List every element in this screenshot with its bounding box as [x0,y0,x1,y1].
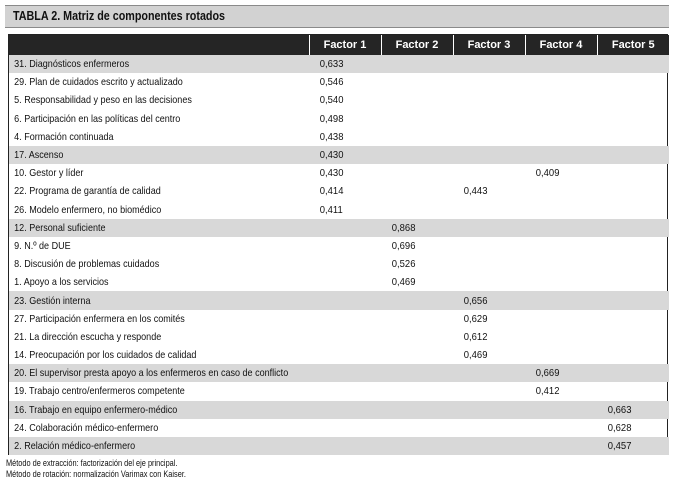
header-factor-2: Factor 2 [381,35,453,55]
factor-1-cell [309,201,381,219]
table-row [9,55,669,73]
factor-2-cell [381,73,453,91]
row-label-cell [9,128,309,146]
loading-value: 0,430 [319,167,344,180]
factor-4-cell [525,110,597,128]
header-row [9,35,669,55]
factor-3-cell [453,419,525,437]
factor-2-cell [381,346,453,364]
factor-1-cell [309,110,381,128]
factor-2-cell [381,382,453,400]
factor-2-cell [381,310,453,328]
factor-4-cell [525,364,597,382]
factor-1-cell [309,273,381,291]
row-label: 2. Relación médico-enfermero [14,440,136,453]
factor-4-cell [525,273,597,291]
row-label-cell [9,182,309,200]
loading-value: 0,412 [535,385,560,398]
factor-5-cell [597,255,669,273]
footnote-extraction: Método de extracción: factorización del eje principal. [6,458,178,468]
factor-4-cell [525,201,597,219]
table-row [9,255,669,273]
factor-5-cell [597,128,669,146]
row-label-cell [9,328,309,346]
table-row [9,346,669,364]
row-label: 1. Apoyo a los servicios [14,276,109,289]
table-row [9,291,669,309]
factor-1-cell [309,237,381,255]
factor-2-cell [381,182,453,200]
factor-1-cell [309,310,381,328]
factor-1-cell [309,219,381,237]
row-label-cell [9,55,309,73]
row-label: 24. Colaboración médico-enfermero [14,421,159,434]
factor-4-cell [525,182,597,200]
row-label: 8. Discusión de problemas cuidados [14,258,160,271]
factor-4-cell [525,328,597,346]
factor-3-cell [453,55,525,73]
loading-value: 0,409 [535,167,560,180]
factor-1-cell [309,73,381,91]
factor-5-cell [597,382,669,400]
factor-5-cell [597,310,669,328]
factor-4-cell [525,291,597,309]
table-row [9,201,669,219]
row-label: 17. Ascenso [14,149,64,162]
factor-4-cell [525,219,597,237]
loading-value: 0,669 [535,367,560,380]
row-label: 4. Formación continuada [14,130,114,143]
loading-value: 0,629 [463,312,488,325]
factor-5-cell [597,110,669,128]
loading-value: 0,469 [463,349,488,362]
factor-4-cell [525,255,597,273]
factor-5-cell [597,273,669,291]
table-row [9,110,669,128]
factor-2-cell [381,364,453,382]
row-label-cell [9,255,309,273]
factor-2-cell [381,291,453,309]
footnotes [6,458,225,480]
factor-1-cell [309,419,381,437]
factor-2-cell [381,273,453,291]
row-label: 29. Plan de cuidados escrito y actualizado [14,76,183,89]
factor-4-cell [525,401,597,419]
factor-3-cell [453,237,525,255]
factor-5-cell [597,346,669,364]
row-label: 6. Participación en las políticas del centro [14,112,181,125]
factor-1-cell [309,328,381,346]
footnote-rotation: Método de rotación: normalización Varimax con Kaiser. [6,469,186,479]
factor-5-cell [597,55,669,73]
factor-1-cell [309,291,381,309]
matrix-table [9,35,669,455]
factor-3-cell [453,91,525,109]
factor-4-cell [525,164,597,182]
row-label: 14. Preocupación por los cuidados de calidad [14,349,197,362]
factor-3-cell [453,382,525,400]
factor-5-cell [597,291,669,309]
loading-value: 0,443 [463,185,488,198]
table-row [9,310,669,328]
table-row [9,419,669,437]
factor-5-cell [597,419,669,437]
factor-1-cell [309,255,381,273]
factor-5-cell [597,201,669,219]
row-label: 22. Programa de garantía de calidad [14,185,161,198]
header-label [9,35,309,55]
header-factor-4: Factor 4 [525,35,597,55]
factor-3-cell [453,164,525,182]
rotated-components-table [8,34,668,455]
loading-value: 0,663 [607,403,632,416]
row-label-cell [9,310,309,328]
factor-5-cell [597,73,669,91]
row-label-cell [9,401,309,419]
factor-5-cell [597,146,669,164]
factor-2-cell [381,419,453,437]
table-row [9,328,669,346]
loading-value: 0,868 [391,221,416,234]
factor-3-cell [453,291,525,309]
factor-3-cell [453,201,525,219]
factor-3-cell [453,364,525,382]
row-label-cell [9,73,309,91]
loading-value: 0,457 [607,440,632,453]
table-row [9,237,669,255]
factor-4-cell [525,146,597,164]
factor-1-cell [309,346,381,364]
factor-5-cell [597,364,669,382]
factor-3-cell [453,255,525,273]
factor-2-cell [381,164,453,182]
factor-1-cell [309,164,381,182]
factor-5-cell [597,237,669,255]
factor-3-cell [453,310,525,328]
row-label-cell [9,91,309,109]
table-row [9,364,669,382]
factor-3-cell [453,328,525,346]
factor-3-cell [453,73,525,91]
factor-4-cell [525,310,597,328]
row-label-cell [9,419,309,437]
loading-value: 0,540 [319,94,344,107]
factor-4-cell [525,437,597,455]
factor-3-cell [453,437,525,455]
row-label-cell [9,219,309,237]
row-label: 23. Gestión interna [14,294,91,307]
row-label: 26. Modelo enfermero, no biomédico [14,203,162,216]
table-row [9,219,669,237]
factor-1-cell [309,401,381,419]
row-label-cell [9,273,309,291]
table-title: TABLA 2. Matriz de componentes rotados [13,9,226,23]
table-row [9,146,669,164]
factor-1-cell [309,128,381,146]
factor-5-cell [597,91,669,109]
table-body [9,55,669,455]
factor-2-cell [381,237,453,255]
factor-1-cell [309,364,381,382]
factor-4-cell [525,237,597,255]
table-title-bar [5,5,669,28]
factor-5-cell [597,401,669,419]
table-row [9,437,669,455]
row-label: 5. Responsabilidad y peso en las decisiones [14,94,192,107]
loading-value: 0,696 [391,239,416,252]
loading-value: 0,430 [319,149,344,162]
loading-value: 0,546 [319,76,344,89]
loading-value: 0,438 [319,130,344,143]
factor-2-cell [381,55,453,73]
row-label-cell [9,146,309,164]
row-label: 16. Trabajo en equipo enfermero-médico [14,403,178,416]
factor-1-cell [309,91,381,109]
factor-5-cell [597,437,669,455]
factor-3-cell [453,401,525,419]
row-label-cell [9,382,309,400]
loading-value: 0,656 [463,294,488,307]
factor-4-cell [525,382,597,400]
factor-5-cell [597,328,669,346]
table-row [9,164,669,182]
table-row [9,91,669,109]
factor-3-cell [453,146,525,164]
table-row [9,182,669,200]
table-row [9,128,669,146]
factor-2-cell [381,401,453,419]
table-row [9,73,669,91]
header-factor-1: Factor 1 [309,35,381,55]
table-row [9,401,669,419]
factor-2-cell [381,437,453,455]
row-label: 9. N.º de DUE [14,239,71,252]
row-label-cell [9,346,309,364]
factor-3-cell [453,182,525,200]
row-label: 19. Trabajo centro/enfermeros competente [14,385,185,398]
factor-3-cell [453,128,525,146]
factor-4-cell [525,91,597,109]
loading-value: 0,469 [391,276,416,289]
factor-3-cell [453,219,525,237]
loading-value: 0,498 [319,112,344,125]
factor-5-cell [597,182,669,200]
factor-4-cell [525,346,597,364]
row-label: 20. El supervisor presta apoyo a los enfermeros en caso de conflicto [14,367,289,380]
loading-value: 0,526 [391,258,416,271]
row-label: 27. Participación enfermera en los comités [14,312,185,325]
factor-5-cell [597,164,669,182]
factor-2-cell [381,219,453,237]
factor-2-cell [381,128,453,146]
loading-value: 0,628 [607,421,632,434]
loading-value: 0,411 [319,203,343,216]
table-row [9,382,669,400]
header-factor-3: Factor 3 [453,35,525,55]
factor-1-cell [309,382,381,400]
loading-value: 0,612 [463,330,488,343]
factor-1-cell [309,146,381,164]
row-label-cell [9,110,309,128]
factor-2-cell [381,201,453,219]
factor-1-cell [309,437,381,455]
loading-value: 0,633 [319,58,344,71]
row-label-cell [9,291,309,309]
row-label: 21. La dirección escucha y responde [14,330,162,343]
factor-1-cell [309,182,381,200]
row-label-cell [9,164,309,182]
loading-value: 0,414 [319,185,344,198]
row-label: 31. Diagnósticos enfermeros [14,58,130,71]
factor-4-cell [525,73,597,91]
factor-2-cell [381,328,453,346]
factor-3-cell [453,346,525,364]
factor-5-cell [597,219,669,237]
row-label: 12. Personal suficiente [14,221,106,234]
factor-2-cell [381,146,453,164]
factor-2-cell [381,91,453,109]
factor-4-cell [525,128,597,146]
row-label-cell [9,237,309,255]
row-label-cell [9,364,309,382]
factor-3-cell [453,110,525,128]
factor-2-cell [381,110,453,128]
row-label-cell [9,437,309,455]
factor-2-cell [381,255,453,273]
table-row [9,273,669,291]
header-factor-5: Factor 5 [597,35,669,55]
row-label: 10. Gestor y líder [14,167,84,180]
factor-4-cell [525,55,597,73]
factor-4-cell [525,419,597,437]
factor-3-cell [453,273,525,291]
row-label-cell [9,201,309,219]
factor-1-cell [309,55,381,73]
